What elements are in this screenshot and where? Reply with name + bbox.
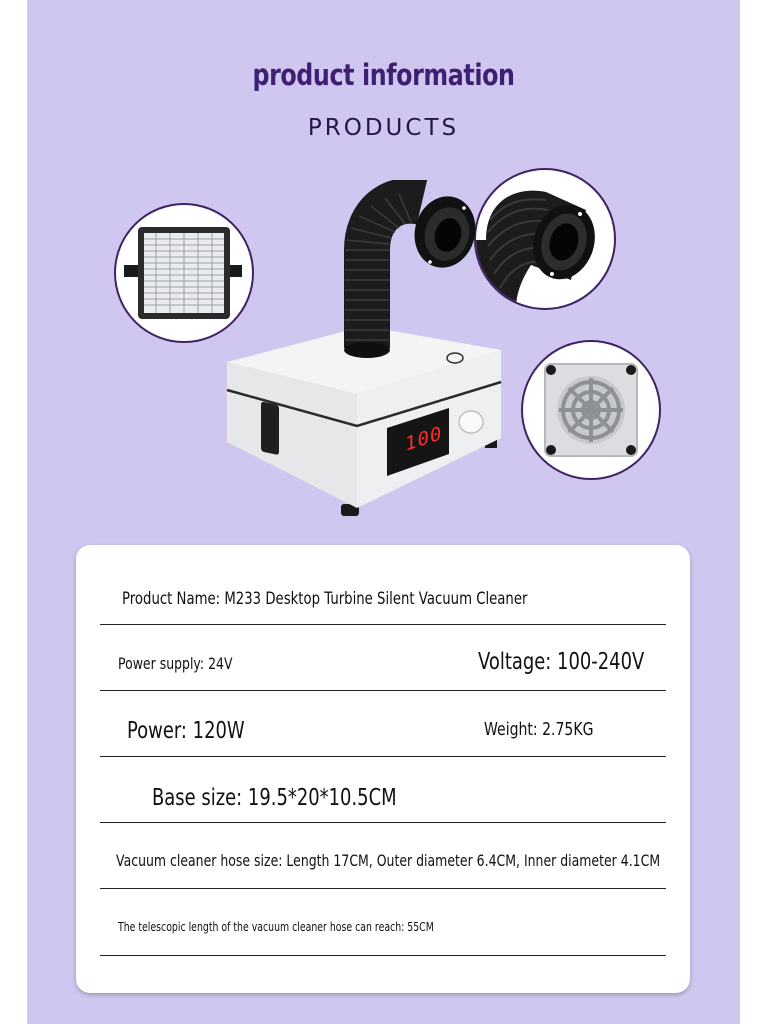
page-title: product information (252, 58, 515, 92)
spec-row-power-supply-voltage (100, 624, 666, 691)
section-subtitle: PRODUCTS (307, 115, 460, 141)
telescopic-length-text: The telescopic length of the vacuum cleaner hose can reach: 55CM (118, 920, 434, 934)
product-name-text: Product Name: M233 Desktop Turbine Silent Vacuum Cleaner (122, 589, 528, 609)
spec-table-card (76, 545, 690, 993)
spec-row-telescopic-length (100, 888, 666, 956)
hose-size-text: Vacuum cleaner hose size: Length 17CM, Outer diameter 6.4CM, Inner diameter 4.1CM (116, 851, 661, 870)
power-supply-text: Power supply: 24V (118, 654, 233, 673)
spec-row-base-size (100, 756, 666, 823)
fan-grille-icon (523, 342, 659, 478)
fan-grille-detail-image (521, 340, 661, 480)
base-size-text: Base size: 19.5*20*10.5CM (152, 785, 397, 811)
vacuum-cleaner-product-image (217, 180, 517, 520)
spec-row-product-name (100, 557, 666, 625)
power-text: Power: 120W (127, 718, 245, 744)
spec-row-power-weight (100, 690, 666, 757)
spec-row-hose-size (100, 822, 666, 889)
product-info-page (27, 0, 740, 1024)
digital-display-reading: 100 (405, 421, 443, 457)
weight-text: Weight: 2.75KG (484, 719, 594, 740)
voltage-text: Voltage: 100-240V (478, 649, 645, 675)
